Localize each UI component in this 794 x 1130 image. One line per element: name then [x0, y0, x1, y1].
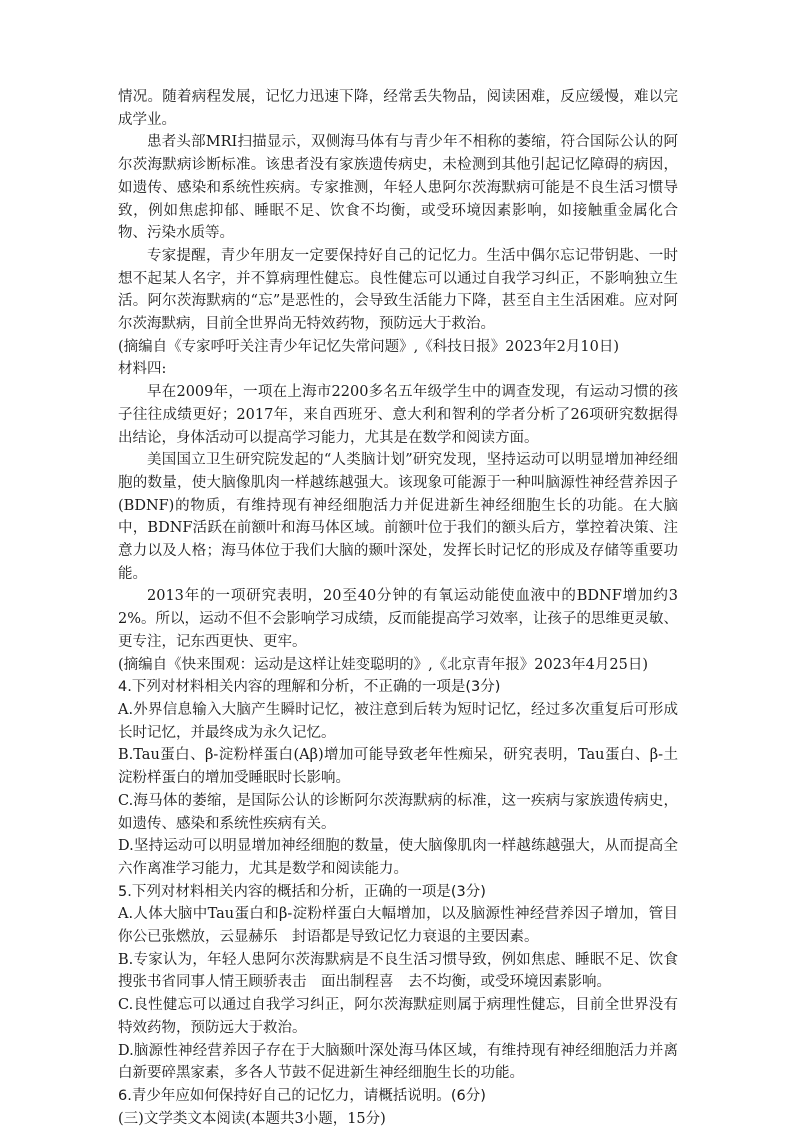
paragraph-exercise-study: 早在2009年，一项在上海市2200多名五年级学生中的调查发现，有运动习惯的孩子往往成绩更好；2017年，来自西班牙、意大利和智利的学者分析了26项研究数据得出结论，身体活动可以提高学习能力，尤其是在数学和阅读方面。 — [118, 384, 678, 446]
paragraph-mri-diagnosis: 患者头部MRI扫描显示，双侧海马体有与青少年不相称的萎缩，符合国际公认的阿尔茨海默病诊断标准。该患者没有家族遗传病史，未检测到其他引起记忆障碍的病因，如遗传、感染和系统性疾病。专家推测，年轻人患阿尔茨海默病可能是不良生活习惯导致，例如焦虑抑郁、睡眠不足、饮食不均衡，或受环境因素影响，如接触重金属化合物、污染水质等。 — [118, 134, 678, 242]
source-citation-4: (摘编自《快来围观：运动是这样让娃变聪明的》,《北京青年报》2023年4月25日) — [118, 656, 648, 673]
section-heading-literary: (三)文学类文本阅读(本题共3小题，15分) — [118, 1110, 386, 1127]
question-6: 6.青少年应如何保持好自己的记忆力，请概括说明。(6分) — [118, 1087, 486, 1104]
question-4-option-c: C.海马体的萎缩，是国际公认的诊断阿尔茨海默病的标准，这一疾病与家族遗传病史，如遗传、感染和系统性疾病有关。 — [118, 792, 678, 832]
document-page — [118, 86, 678, 1130]
question-5-option-c: C.良性健忘可以通过自我学习纠正，阿尔茨海默症则属于病理性健忘，目前全世界没有特效药物，预防远大于救治。 — [118, 997, 678, 1036]
question-5: 5.下列对材料相关内容的概括和分析，正确的一项是(3分) — [118, 883, 486, 900]
question-5-option-a: A.人体大脑中Tau蛋白和β-淀粉样蛋白大幅增加，以及脑源性神经营养因子增加，管目你公已张燃放，云显赫乐 封语都是导致记忆力衰退的主要因素。 — [118, 906, 678, 946]
question-4-option-a: A.外界信息输入大脑产生瞬时记忆，被注意到后转为短时记忆，经过多次重复后可形成长时记忆，并最终成为永久记忆。 — [118, 701, 678, 741]
question-5-option-d: D.脑源性神经营养因子存在于大脑颞叶深处海马体区域，有维持现有神经细胞活力并离白新要碎黑家素，多各人节鼓不促进新生神经细胞生长的功能。 — [118, 1042, 678, 1082]
question-4-option-b: B.Tau蛋白、β-淀粉样蛋白(Aβ)增加可能导致老年性痴呆，研究表明，Tau蛋白、β-土淀粉样蛋白的增加受睡眠时长影响。 — [118, 747, 678, 787]
paragraph-expert-reminder: 专家提醒，青少年朋友一定要保持好自己的记忆力。生活中偶尔忘记带钥匙、一时想不起某人名字，并不算病理性健忘。良性健忘可以通过自我学习纠正，不影响独立生活。阿尔茨海默病的“忘”是恶性的，会导致生活能力下降，甚至自主生活困难。应对阿尔茨海默病，目前全世界尚无特效药物，预防远大于救治。 — [118, 247, 678, 333]
material-four-heading: 材料四: — [118, 361, 167, 378]
paragraph-brain-project: 美国国立卫生研究院发起的“人类脑计划”研究发现，坚持运动可以明显增加神经细胞的数量，使大脑像肌肉一样越练越强大。该现象可能源于一种叫脑源性神经营养因子(BDNF)的物质，有维持现有神经细胞活力并促进新生神经细胞生长的功能。在大脑中，BDNF活跃在前额叶和海马体区域。前额叶位于我们的额头后方，掌控着决策、注意力以及人格；海马体位于我们大脑的颞叶深处，发挥长时记忆的形成及存储等重要功能。 — [118, 452, 678, 582]
paragraph-case-continued: 情况。随着病程发展，记忆力迅速下降，经常丢失物品，阅读困难，反应缓慢，难以完成学业。 — [118, 89, 678, 128]
question-5-option-b: B.专家认为，年轻人患阿尔茨海默病是不良生活习惯导致，例如焦虑、睡眠不足、饮食搜张书省同事人情王顾骄表击 面出制程喜 去不均衡，或受环境因素影响。 — [118, 951, 678, 991]
question-4: 4.下列对材料相关内容的理解和分析，不正确的一项是(3分) — [118, 679, 501, 696]
source-citation-3: (摘编自《专家呼吁关注青少年记忆失常问题》,《科技日报》2023年2月10日) — [118, 338, 619, 355]
paragraph-aerobic-bdnf: 2013年的一项研究表明，20至40分钟的有氧运动能使血液中的BDNF增加约32%。所以，运动不但不会影响学习成绩，反而能提高学习效率，让孩子的思维更灵敏、更专注，记东西更快、更牢。 — [118, 588, 678, 650]
question-4-option-d: D.坚持运动可以明显增加神经细胞的数量，使大脑像肌肉一样越练越强大，从而提高全六作离准学习能力，尤其是数学和阅读能力。 — [118, 838, 678, 877]
